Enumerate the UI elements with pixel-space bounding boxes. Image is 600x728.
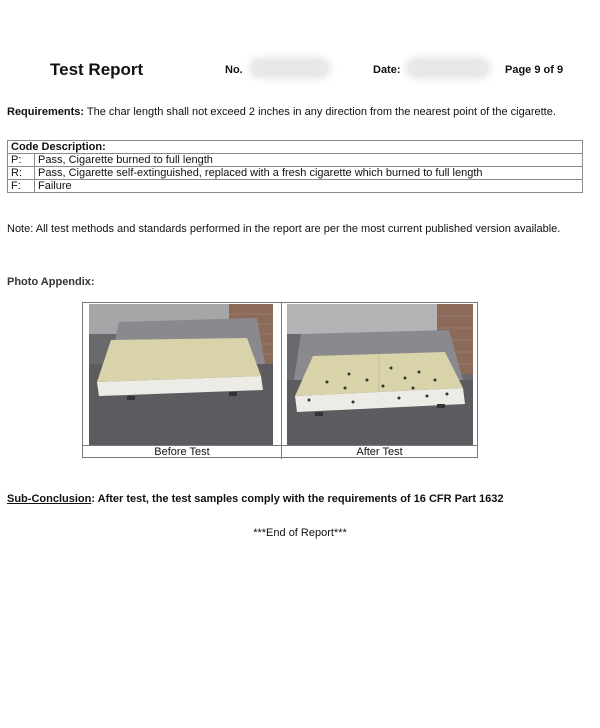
description-cell: Failure — [35, 180, 583, 193]
before-test-caption: Before Test — [154, 446, 210, 458]
code-cell: R: — [8, 167, 35, 180]
before-test-photo — [89, 304, 273, 445]
after-test-caption: After Test — [356, 446, 403, 458]
report-number-label: No. — [225, 64, 243, 76]
table-row — [8, 167, 583, 180]
code-cell: P: — [8, 154, 35, 167]
requirements-text: The char length shall not exceed 2 inches in any direction from the nearest point of the cigarette. — [84, 106, 556, 118]
photo-appendix-heading: Photo Appendix: — [7, 276, 95, 288]
note: Note: All test methods and standards performed in the report are per the most current published version available. — [7, 223, 561, 235]
table-row — [8, 154, 583, 167]
sub-conclusion — [7, 493, 504, 505]
sub-conclusion-text: : After test, the test samples comply with the requirements of 16 CFR Part 1632 — [91, 493, 504, 505]
end-of-report: ***End of Report*** — [253, 527, 347, 539]
report-date-label: Date: — [373, 64, 401, 76]
code-cell: F: — [8, 180, 35, 193]
photo-table — [82, 302, 478, 458]
table-header-row — [8, 141, 583, 154]
table-header: Code Description: — [8, 141, 583, 154]
redacted-report-number — [252, 60, 328, 76]
requirements-label: Requirements: — [7, 106, 85, 118]
table-row — [8, 180, 583, 193]
sub-conclusion-label: Sub-Conclusion — [7, 493, 92, 505]
code-description-table — [7, 140, 583, 193]
description-cell: Pass, Cigarette burned to full length — [35, 154, 583, 167]
description-cell: Pass, Cigarette self-extinguished, replaced with a fresh cigarette which burned to full length — [35, 167, 583, 180]
requirements — [7, 106, 597, 118]
photo-divider-vertical — [281, 303, 282, 459]
after-test-photo — [287, 304, 473, 445]
redacted-report-date — [408, 60, 488, 76]
page-number: Page 9 of 9 — [505, 64, 564, 76]
report-title: Test Report — [50, 60, 144, 79]
